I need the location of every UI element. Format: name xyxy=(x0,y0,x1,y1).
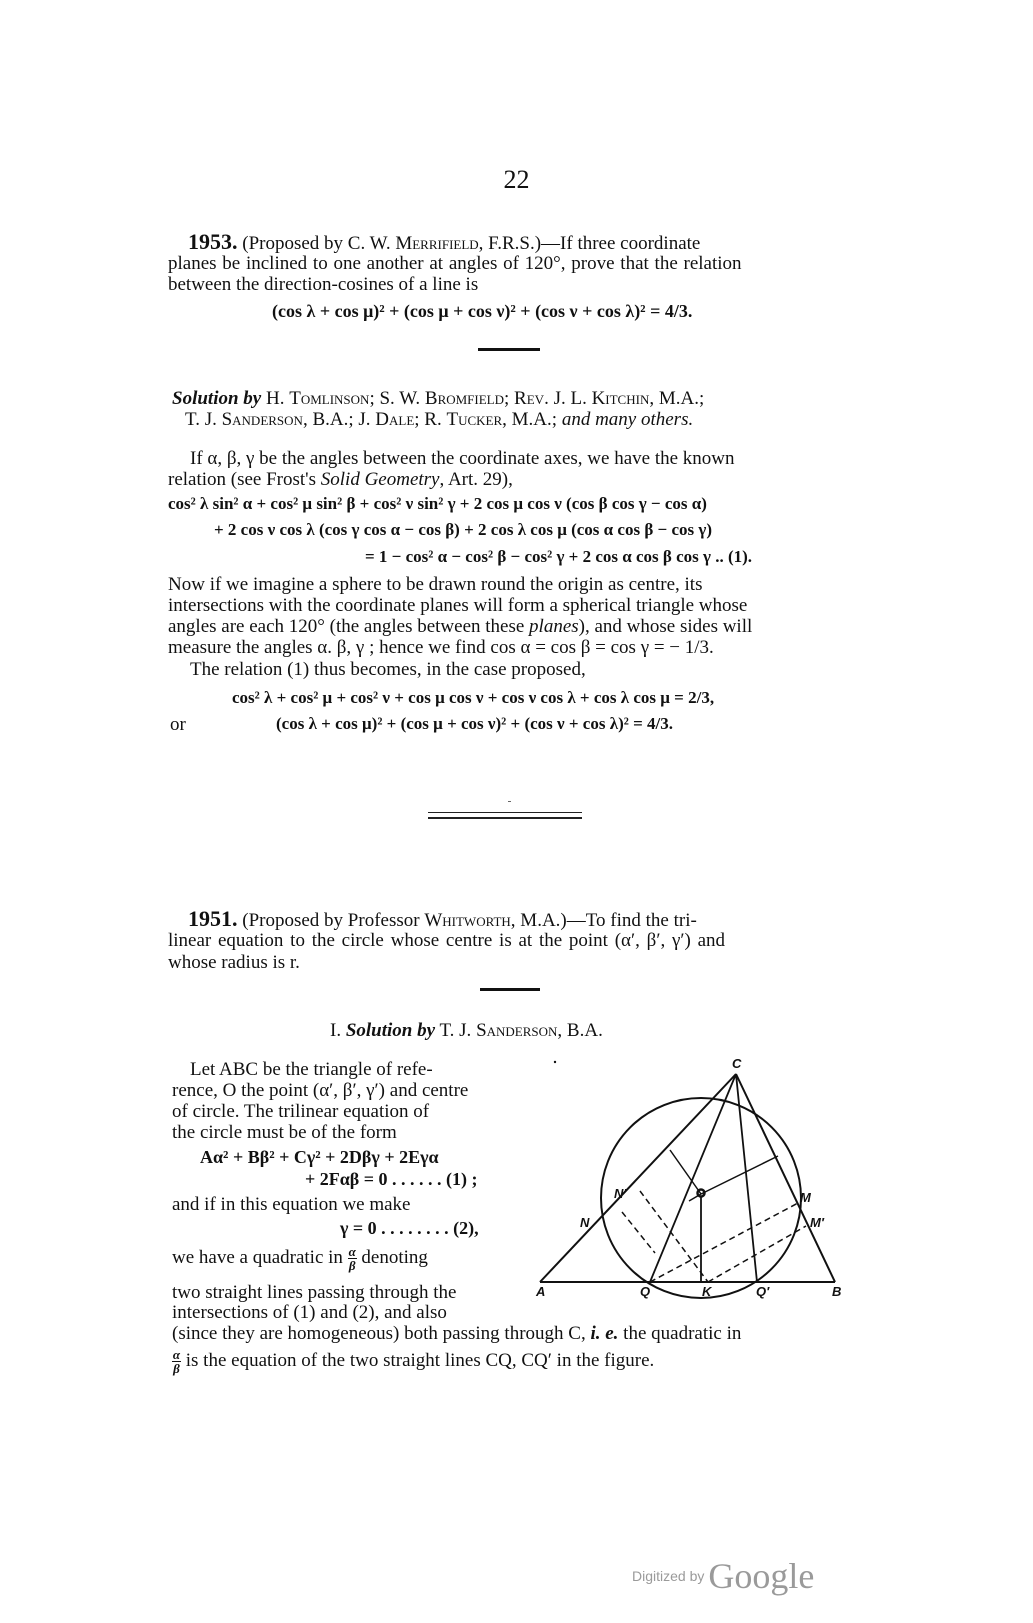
para2-line1: Now if we imagine a sphere to be drawn round the origin as centre, its xyxy=(168,574,703,595)
equation-circle-b: + 2Fαβ = 0 . . . . . . (1) ; xyxy=(305,1169,478,1189)
problem-1953-line3: between the direction-cosines of a line is xyxy=(168,274,479,295)
para-text: , Art. 29), xyxy=(439,469,513,490)
solver-text: ; R. xyxy=(414,409,447,430)
solution-line-two: two straight lines passing through the xyxy=(172,1282,457,1303)
label-c: C xyxy=(732,1056,742,1071)
label-m-prime: M′ xyxy=(810,1215,824,1230)
solution-line-make: and if in this equation we make xyxy=(172,1194,411,1215)
solver-name: Tomlinson xyxy=(289,388,370,409)
solver-text: , M.A.; xyxy=(502,409,558,430)
label-n-prime: N′ xyxy=(614,1186,627,1201)
para2-line4: measure the angles α. β, γ ; hence we find cos α = cos β = cos γ = − 1/3. xyxy=(168,637,714,658)
para1-line1: If α, β, γ be the angles between the coordinate axes, we have the known xyxy=(190,448,735,469)
label-q-prime: Q′ xyxy=(756,1284,770,1299)
equation-1-line3: = 1 − cos² α − cos² β − cos² γ + 2 cos α cos β cos γ .. (1). xyxy=(365,547,753,566)
google-logo: Google xyxy=(708,1556,815,1596)
solver-name: Bromfield xyxy=(424,388,505,409)
fraction-numerator: α xyxy=(348,1244,356,1259)
section-divider xyxy=(480,988,540,991)
para-text: relation (see Frost's xyxy=(168,469,321,490)
solver-text: H. xyxy=(261,388,290,409)
para3-line1: The relation (1) thus becomes, in the case proposed, xyxy=(190,659,586,680)
para1-line2 xyxy=(168,469,513,491)
problem-1951-line2: linear equation to the circle whose centre is at the point (α′, β′, γ′) and xyxy=(168,930,726,951)
solver-name: Dale xyxy=(375,409,415,430)
dash-n-prime-k xyxy=(640,1191,708,1282)
divider-mark xyxy=(508,801,511,802)
solution-1951-heading xyxy=(330,1020,603,1042)
watermark-text: Digitized by xyxy=(632,1568,705,1584)
perp-o-bc xyxy=(701,1156,778,1194)
solver-others: and many others. xyxy=(557,409,694,430)
solver-text: . J. L. xyxy=(544,388,592,409)
stray-dot xyxy=(554,1061,556,1063)
problem-1951-line1 xyxy=(188,908,697,932)
proposer-prefix: (Proposed by C. W. xyxy=(242,233,396,254)
problem-number: 1953. xyxy=(188,229,238,254)
proposer-prefix: (Proposed by Professor xyxy=(242,910,425,931)
solver-text: ; S. W. xyxy=(369,388,425,409)
since-text: the quadratic in xyxy=(618,1323,742,1344)
heading-label: Solution by xyxy=(345,1020,436,1041)
para-text: angles are each 120° (the angles between these xyxy=(168,616,530,637)
para2-line2: intersections with the coordinate planes will form a spherical triangle whose xyxy=(168,595,748,616)
solution-solvers-line2 xyxy=(185,409,693,431)
para-text: ), and whose sides will xyxy=(578,616,753,637)
line-cq-prime xyxy=(736,1074,757,1282)
solver-name: Tucker xyxy=(446,409,503,430)
solution-line-quadratic xyxy=(172,1246,428,1271)
solution-line: rence, O the point (α′, β′, γ′) and centre xyxy=(172,1080,469,1101)
heading-text: , B.A. xyxy=(557,1020,603,1041)
book-title: Solid Geometry xyxy=(320,469,440,490)
problem-1953-line2: planes be inclined to one another at angles of 120°, prove that the relation xyxy=(168,253,742,274)
solver-name: Kitchin xyxy=(591,388,650,409)
solution-line: the circle must be of the form xyxy=(172,1122,397,1143)
solver-text: , M.A.; xyxy=(649,388,705,409)
solver-name: Sanderson xyxy=(221,409,303,430)
proposer-name: Merrifield xyxy=(395,233,479,254)
solver-text: , B.A.; J. xyxy=(302,409,376,430)
equation-2: cos² λ + cos² μ + cos² ν + cos μ cos ν + cos ν cos λ + cos λ cos μ = 2/3, xyxy=(232,688,715,707)
dash-n xyxy=(622,1212,655,1253)
equation-1-line1: cos² λ sin² α + cos² μ sin² β + cos² ν sin² γ + 2 cos μ cos ν (cos β cos γ − cos α) xyxy=(168,494,707,513)
problem-1951-line3: whose radius is r. xyxy=(168,952,300,973)
since-italic: i. e. xyxy=(590,1323,619,1344)
equation-3: (cos λ + cos μ)² + (cos μ + cos ν)² + (cos ν + cos λ)² = 4/3. xyxy=(276,714,673,733)
fraction-alpha-beta xyxy=(172,1349,181,1374)
google-watermark xyxy=(632,1555,814,1597)
double-divider-bottom xyxy=(428,817,582,819)
problem-1953-equation: (cos λ + cos μ)² + (cos μ + cos ν)² + (cos ν + cos λ)² = 4/3. xyxy=(272,301,693,321)
solution-line-inter: intersections of (1) and (2), and also xyxy=(172,1302,447,1323)
equation-gamma: γ = 0 . . . . . . . . (2), xyxy=(340,1218,479,1238)
quadratic-text: denoting xyxy=(361,1246,428,1268)
proposer-suffix: , M.A.)—To find the tri- xyxy=(510,910,697,931)
para-italic: planes xyxy=(529,616,579,637)
solution-solvers-line1 xyxy=(172,388,704,410)
last-text: is the equation of the two straight lines CQ, CQ′ in the figure. xyxy=(181,1349,655,1371)
fraction-alpha-beta xyxy=(348,1246,357,1271)
solver-name: Rev xyxy=(514,388,545,409)
since-text: (since they are homogeneous) both passing through C, xyxy=(172,1323,591,1344)
heading-text: T. J. xyxy=(435,1020,477,1041)
solution-line: Let ABC be the triangle of refe- xyxy=(190,1059,433,1080)
label-k: K xyxy=(702,1284,712,1299)
solution-label: Solution by xyxy=(172,388,262,409)
solver-text: ; xyxy=(504,388,515,409)
side-ac xyxy=(540,1074,736,1282)
fraction-denominator: β xyxy=(173,1361,180,1376)
fraction-denominator: β xyxy=(348,1258,356,1273)
problem-1953-line1 xyxy=(188,231,700,255)
equation-1-line2: + 2 cos ν cos λ (cos γ cos α − cos β) + 2 cos λ cos μ (cos α cos β − cos γ) xyxy=(214,520,712,539)
solution-line: of circle. The trilinear equation of xyxy=(172,1101,430,1122)
section-divider xyxy=(478,348,540,351)
quadratic-text: we have a quadratic in xyxy=(172,1246,343,1268)
double-divider-top xyxy=(428,812,582,813)
label-n: N xyxy=(580,1215,590,1230)
dash-q-m xyxy=(650,1203,798,1282)
proposer-suffix: , F.R.S.)—If three coordinate xyxy=(478,233,701,254)
label-q: Q xyxy=(640,1284,651,1299)
equation-3-or: or xyxy=(170,714,186,735)
heading-name: Sanderson xyxy=(476,1020,558,1041)
geometry-figure xyxy=(530,1050,860,1300)
equation-circle-a: Aα² + Bβ² + Cγ² + 2Dβγ + 2Eγα xyxy=(200,1147,439,1167)
label-b: B xyxy=(832,1284,842,1299)
label-m: M xyxy=(800,1190,811,1205)
page-number: 22 xyxy=(503,165,530,194)
fraction-numerator: α xyxy=(172,1347,181,1362)
solver-text: T. J. xyxy=(185,409,222,430)
heading-numeral: I. xyxy=(330,1020,346,1041)
label-a: A xyxy=(536,1284,546,1299)
para2-line3 xyxy=(168,616,752,638)
problem-number: 1951. xyxy=(188,906,238,931)
solution-line-since xyxy=(172,1323,741,1345)
proposer-name: Whitworth xyxy=(424,910,511,931)
solution-line-last xyxy=(172,1349,654,1374)
